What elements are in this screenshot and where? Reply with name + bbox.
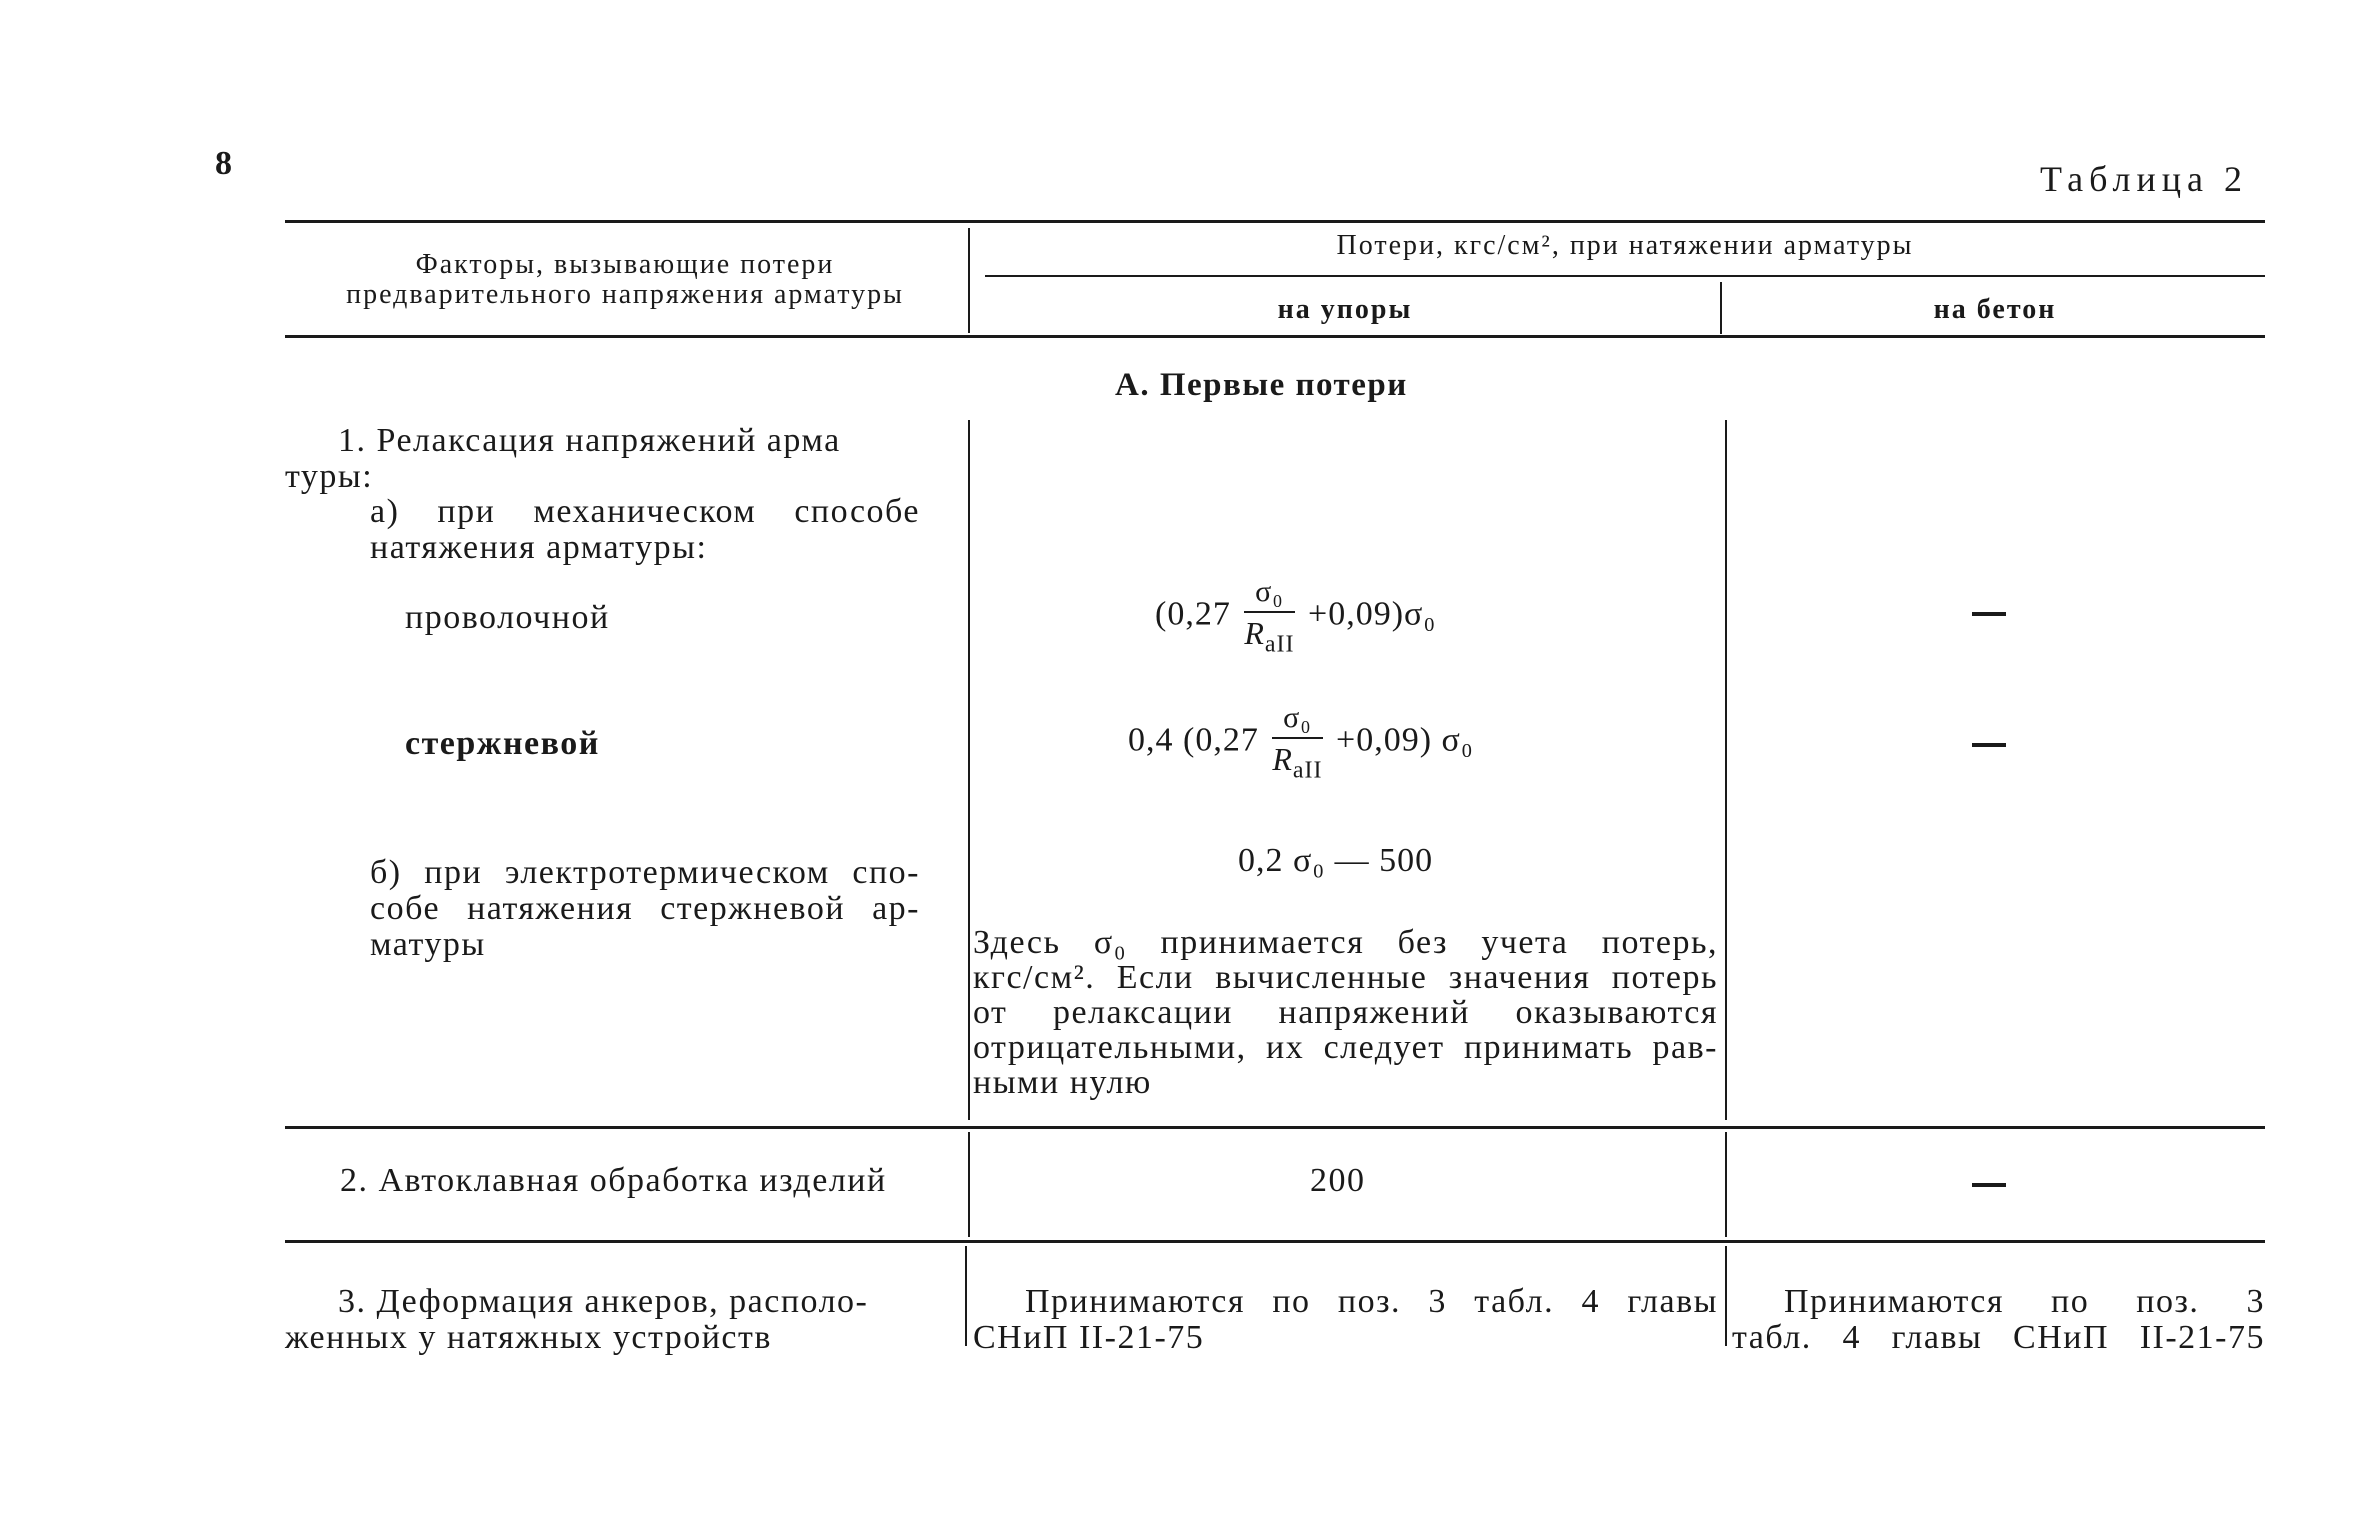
row1-rod-label: стержневой [405, 725, 600, 762]
row3-on-stops [973, 1284, 1718, 1356]
row3-title-line1: 3. Деформация анкеров, располо- [338, 1283, 869, 1320]
rod-formula-fraction [1272, 701, 1322, 784]
row1-b-line2: собе натяжения стержневой ар- [370, 890, 920, 927]
row1-note-line1: Здесь σ₀ принимается без учета потерь, [973, 924, 1718, 961]
row3-top-rule [285, 1240, 2265, 1243]
row1-a-line2: натяжения арматуры: [370, 529, 708, 566]
rod-formula-den [1272, 739, 1322, 784]
row1-note-line2: кгс/см². Если вычисленные значения потерь [973, 959, 1718, 996]
row2-concrete-dash [1972, 1183, 2006, 1187]
row1-a [370, 494, 920, 566]
wire-formula-num: σ₀ [1244, 575, 1294, 613]
row3-on-concrete [1732, 1284, 2265, 1356]
table-title: Таблица 2 [2040, 159, 2248, 199]
row3-concrete-line2: табл. 4 главы СНиП II-21-75 [1732, 1319, 2265, 1356]
row2-title: 2. Автоклавная обработка изделий [340, 1162, 887, 1199]
wire-formula-post: +0,09)σ₀ [1308, 595, 1437, 633]
row1-b [370, 855, 920, 963]
header-bottom-rule [285, 335, 2265, 338]
rod-formula-post: +0,09) σ₀ [1336, 721, 1474, 759]
wire-formula-den-var: R [1244, 615, 1265, 651]
row1-divider-1 [968, 420, 970, 1120]
row1-b-line1: б) при электротермическом спо- [370, 854, 920, 891]
row3-divider-2 [1725, 1246, 1727, 1346]
rod-formula-num: σ₀ [1272, 701, 1322, 739]
row1-note-line5: ными нулю [973, 1064, 1152, 1101]
header-factors [285, 250, 965, 310]
row1-wire-concrete-dash [1972, 612, 2006, 616]
row2-on-stops: 200 [1310, 1162, 1366, 1199]
page-number: 8 [215, 145, 232, 182]
header-factors-line2: предварительного напряжения арматуры [346, 279, 904, 310]
row2-divider-2 [1725, 1132, 1727, 1237]
header-divider-1 [968, 228, 970, 333]
row3-title [285, 1284, 925, 1356]
wire-formula-pre: (0,27 [1155, 595, 1231, 633]
row1-title-line1: 1. Релаксация напряжений арма [338, 422, 841, 459]
row1-note-line3: от релаксации напряжений оказываются [973, 994, 1718, 1031]
wire-formula-den-sub: aII [1264, 631, 1295, 658]
rod-formula-den-var: R [1272, 741, 1293, 777]
section-a-title: А. Первые потери [1115, 367, 1408, 403]
row1-wire-formula [1155, 575, 1436, 658]
header-factors-line1: Факторы, вызывающие потери [415, 249, 835, 280]
header-subrule [985, 275, 2265, 277]
row3-concrete-line1: Принимаются по поз. 3 [1784, 1283, 2265, 1320]
header-on-concrete: на бетон [1933, 294, 2057, 325]
row2-top-rule [285, 1126, 2265, 1129]
row2-divider-1 [968, 1132, 970, 1237]
row1-b-formula: 0,2 σ₀ — 500 [1238, 842, 1434, 879]
row3-title-line2: женных у натяжных устройств [285, 1319, 772, 1356]
row1-a-line1: а) при механическом способе [370, 493, 920, 530]
wire-formula-fraction [1244, 575, 1294, 658]
row1-note-line4: отрицательными, их следует принимать рав- [973, 1029, 1718, 1066]
row1-title [285, 423, 920, 495]
wire-formula-den [1244, 613, 1294, 658]
row1-title-line2: туры: [285, 458, 374, 495]
row1-divider-2 [1725, 420, 1727, 1120]
row1-rod-concrete-dash [1972, 743, 2006, 747]
row3-divider-1 [965, 1246, 967, 1346]
rod-formula-den-sub: aII [1292, 757, 1323, 784]
row1-note [973, 925, 1718, 1100]
table-top-rule [285, 220, 2265, 223]
header-losses: Потери, кгс/см², при натяжении арматуры [1336, 230, 1914, 261]
row3-stops-line2: СНиП II-21-75 [973, 1319, 1205, 1356]
rod-formula-pre: 0,4 (0,27 [1128, 721, 1259, 759]
header-on-stops: на упоры [1277, 294, 1413, 325]
row1-wire-label: проволочной [405, 599, 610, 636]
row1-rod-formula [1128, 701, 1474, 784]
header-divider-2 [1720, 282, 1722, 334]
row1-b-line3: матуры [370, 926, 486, 963]
row3-stops-line1: Принимаются по поз. 3 табл. 4 главы [1025, 1283, 1718, 1320]
